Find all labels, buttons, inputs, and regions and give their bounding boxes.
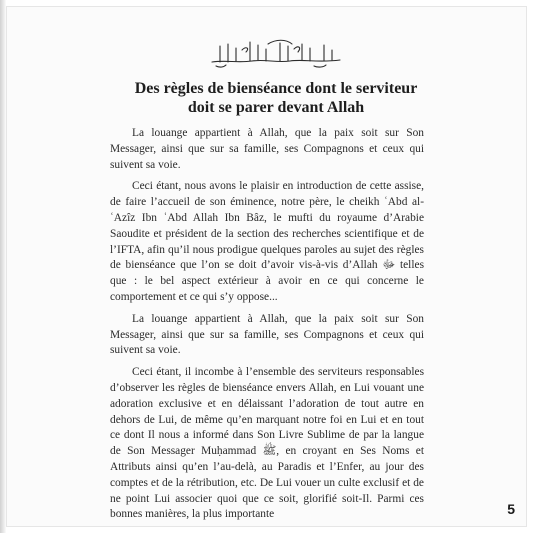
page-title: Des règles de bienséance dont le serviteur doit se parer devant Allah: [134, 80, 418, 116]
paragraph-1: La louange appartient à Allah, que la paix soit sur Son Messager, ainsi que sur sa famille, ses Compagnons et ceux qui suivent sa voie.: [110, 127, 424, 171]
calligraphy-basmala: [206, 36, 346, 70]
paragraph-3: La louange appartient à Allah, que la paix soit sur Son Messager, ainsi que sur sa famille, ses Compagnons et ceux qui suivent sa voie.: [110, 312, 424, 357]
body-text: [110, 126, 424, 527]
book-page: [6, 6, 527, 527]
calligraphy-text: بسم الله الرحمن الرحيم: [206, 36, 216, 37]
paragraph-4: Ceci étant, il incombe à l’ensemble des serviteurs responsables d’observer les règles de bienséance envers Allah, en Lui vouant une adoration exclusive et en délaissant l’adoration de tout autre en dehors de Lui, de même qu’en marquant notre foi en Lui et en tout ce dont Il nous a informé dans Son Livre Sublime de par la langue de Son Messager Muḥammad ﷺ, en croyant en Ses Noms et Attributs ainsi qu’en l’au-delà, au Paradis et l’Enfer, au jour des comptes et de la rétribution, etc. De Lui vouer un culte exclusif et de ne point Lui associer quoi que ce soit, glorifié soit-Il. Parmi ces bonnes manières, la plus importante: [110, 366, 425, 521]
paragraph-2: Ceci étant, nous avons le plaisir en introduction de cette assise, de faire l’accueil de son éminence, notre père, le cheikh ʿAbd al-ʿAzîz Ibn ʿAbd Allah Ibn Bâz, le mufti du royaume d’Arabie Saoudite et président de la section des recherches scientifique et de l’IFTA, afin qu’il nous prodigue quelques paroles au sujet des règles de bienséance que l’on se doit d’avoir vis-à-vis d’Allah ﷻ telles que : le bel aspect extérieur à avoir en ce qui concerne le comportement et ce qui s’y oppose...: [110, 180, 425, 303]
page-number: 5: [507, 501, 515, 517]
